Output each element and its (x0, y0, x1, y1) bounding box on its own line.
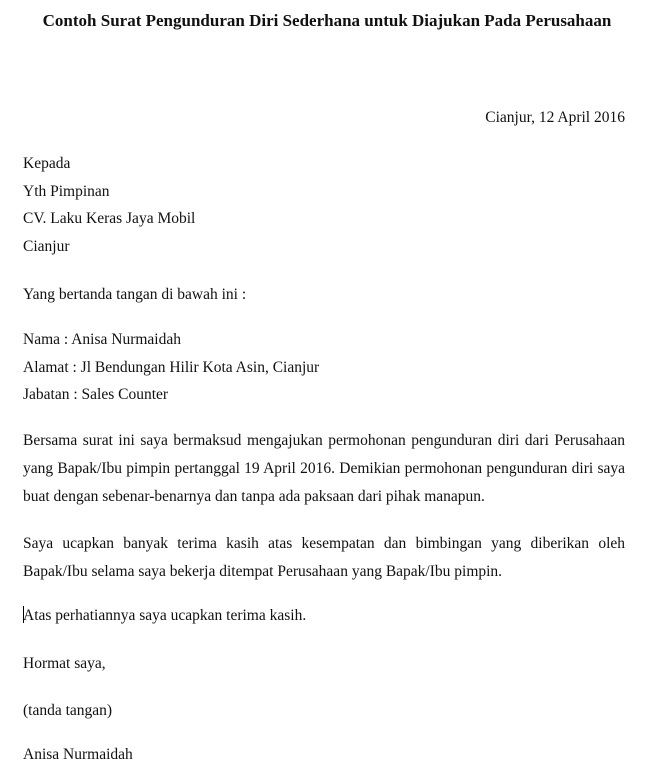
identity-address: Alamat : Jl Bendungan Hilir Kota Asin, Cianjur (23, 359, 320, 376)
recipient-line-3: CV. Laku Keras Jaya Mobil (23, 210, 196, 227)
recipient-line-2: Yth Pimpinan (23, 183, 110, 200)
body-paragraph-1: Bersama surat ini saya bermaksud mengajukan permohonan pengunduran diri dari Perusahaan yang Bapak/Ibu pimpin pertanggal 19 April 2016. Demikian permohonan pengunduran diri saya buat dengan sebenar-benarnya dan tanpa ada paksaan dari pihak manapun. (23, 432, 625, 505)
closing-thanks-line[interactable] (23, 606, 306, 626)
intro-text: Yang bertanda tangan di bawah ini : (23, 286, 247, 303)
identity-name: Nama : Anisa Nurmaidah (23, 331, 181, 348)
recipient-line-4: Cianjur (23, 238, 70, 255)
place-date: Cianjur, 12 April 2016 (485, 109, 625, 126)
salutation: Hormat saya, (23, 655, 106, 672)
signer-name: Anisa Nurmaidah (23, 746, 133, 763)
body-paragraph-2: Saya ucapkan banyak terima kasih atas kesempatan dan bimbingan yang diberikan oleh Bapak/Ibu selama saya bekerja ditempat Perusahaan yang Bapak/Ibu pimpin. (23, 535, 625, 580)
identity-position: Jabatan : Sales Counter (23, 386, 169, 403)
signature-placeholder: (tanda tangan) (23, 702, 113, 719)
document-title: Contoh Surat Pengunduran Diri Sederhana untuk Diajukan Pada Perusahaan (42, 11, 612, 30)
recipient-line-1: Kepada (23, 155, 71, 172)
closing-thanks: Atas perhatiannya saya ucapkan terima kasih. (23, 607, 307, 624)
